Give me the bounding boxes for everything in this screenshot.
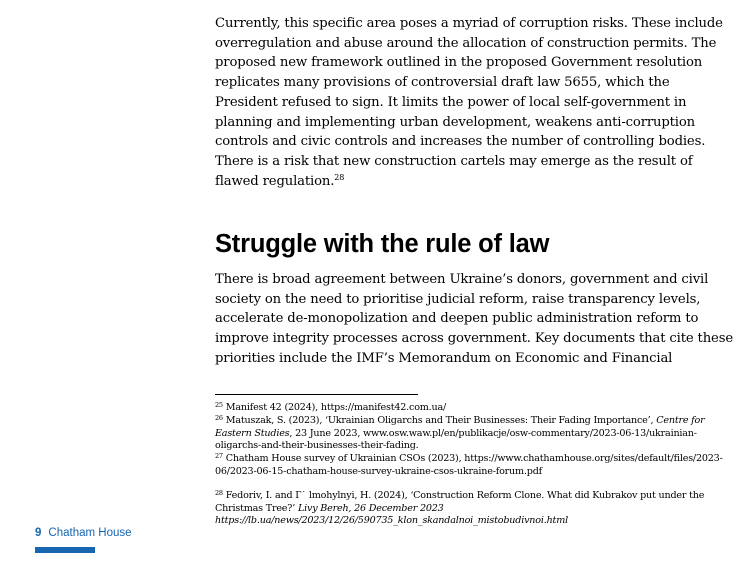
page-footer (35, 527, 132, 539)
footnote-text: Fedoriv, I. and Г˙ lmohylnyi, H. (2024), ‘Construction Reform Clone. What did Kubrakov put under the Christmas Tree?’ (215, 490, 705, 514)
footnote-source-title: Centre for Eastern Studies (215, 415, 705, 439)
footnote-text: Matuszak, S. (2023), ‘Ukrainian Oligarchs and Their Businesses: Their Fading Importance’, (225, 415, 657, 426)
footnote-number: 25 (215, 401, 223, 409)
footnote-number: 27 (215, 452, 223, 460)
footnote-ref-28[interactable]: 28 (334, 172, 345, 182)
footnote-text[interactable]: Manifest 42 (2024), https://manifest42.com.ua/ (225, 402, 447, 413)
footnote-source-link[interactable]: Livy Bereh, 26 December 2023 https://lb.ua/news/2023/12/26/590735_klon_skandalnoi_mistobudivnoi.html (215, 502, 568, 527)
body-paragraph-1: Currently, this specific area poses a myriad of corruption risks. These include overregulation and abuse around the allocation of construction permits. The proposed new framework outlined in the proposed Government resolution replicates many provisions of controversial draft law 5655, which the President refused to sign. It limits the power of local self-government in planning and implementing urban development, weakens anti-corruption controls and civic controls and increases the number of controlling bodies. There is a risk that new construction cartels may emerge as the result of flawed regulation.$^{28}$ (215, 16, 723, 189)
footnote-25 (215, 402, 737, 415)
footnote-text[interactable]: Chatham House survey of Ukrainian CSOs (2023), https://www.chathamhouse.org/sites/default/files/2023-06/2023-06-15-chatham-house-survey-ukraine-csos-ukraine-forum.pdf (215, 453, 723, 477)
footnote-26 (215, 415, 737, 453)
footnote-28 (215, 490, 737, 528)
footnote-divider (215, 394, 418, 395)
footer-accent-bar (35, 547, 95, 553)
section-heading: Struggle with the rule of law (215, 230, 550, 258)
footnote-number: 28 (215, 489, 223, 497)
page-number: 9 (35, 527, 42, 539)
footnote-number: 26 (215, 414, 223, 422)
footnote-link[interactable]: , 23 June 2023, www.osw.waw.pl/en/publikacje/osw-commentary/2023-06-13/ukrainian-oligarchs-and-their-businesses-their-fading. (215, 427, 697, 452)
body-paragraph-2: There is broad agreement between Ukraine’s donors, government and civil society on the need to prioritise judicial reform, raise transparency levels, accelerate de-monopolization and deepen public administration reform to improve integrity processes across government. Key documents that cite these priorities include the IMF’s Memorandum on Economic and Financial (215, 272, 733, 366)
footnote-27 (215, 453, 737, 478)
publisher-name: Chatham House (48, 527, 132, 539)
